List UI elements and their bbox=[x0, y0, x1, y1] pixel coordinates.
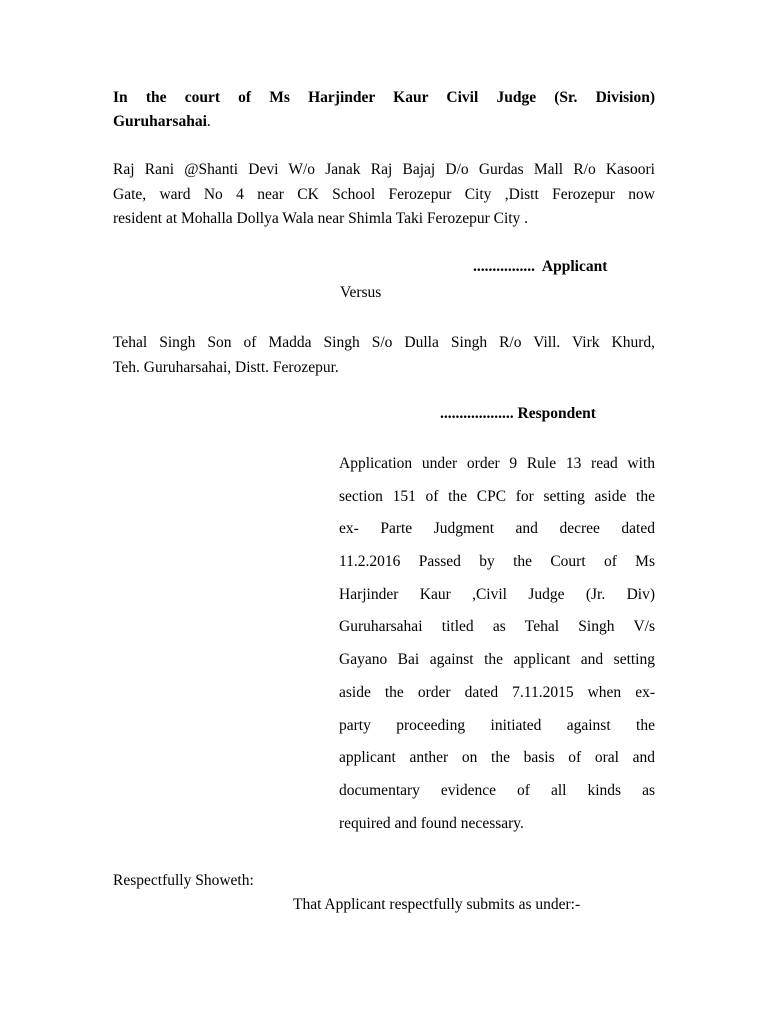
applicant-address-line-1: Raj Rani @Shanti Devi W/o Janak Raj Bajaj D/o Gurdas Mall R/o Kasoori bbox=[113, 161, 655, 178]
application-line: Gayano Bai against the applicant and setting bbox=[339, 651, 655, 669]
application-line: 11.2.2016 Passed by the Court of Ms bbox=[339, 553, 655, 571]
applicant-address bbox=[113, 158, 655, 232]
application-line: ex- Parte Judgment and decree dated bbox=[339, 520, 655, 538]
respondent-address-line-1: Tehal Singh Son of Madda Singh S/o Dulla Singh R/o Vill. Virk Khurd, bbox=[113, 334, 655, 351]
versus-label: Versus bbox=[340, 284, 382, 301]
application-description bbox=[339, 453, 655, 845]
respondent-role-label: ................... Respondent bbox=[440, 405, 596, 422]
applicant-role-label: ................ Applicant bbox=[473, 258, 608, 275]
applicant-address-line-3: resident at Mohalla Dollya Wala near Shimla Taki Ferozepur City . bbox=[113, 210, 529, 227]
respectfully-showeth: Respectfully Showeth: bbox=[113, 872, 254, 889]
application-line: party proceeding initiated against the bbox=[339, 716, 655, 734]
respondent-address bbox=[113, 331, 655, 380]
court-heading-period: . bbox=[206, 113, 211, 130]
application-line: section 151 of the CPC for setting aside the bbox=[339, 487, 655, 505]
application-line: aside the order dated 7.11.2015 when ex- bbox=[339, 683, 655, 701]
court-location: Guruharsahai bbox=[113, 113, 207, 130]
application-line: documentary evidence of all kinds as bbox=[339, 781, 655, 799]
applicant-submits-line: That Applicant respectfully submits as under:- bbox=[293, 896, 581, 913]
application-line: Harjinder Kaur ,Civil Judge (Jr. Div) bbox=[339, 585, 655, 603]
court-heading-line-2 bbox=[113, 110, 655, 134]
court-heading-line-1: In the court of Ms Harjinder Kaur Civil Judge (Sr. Division) bbox=[113, 89, 655, 106]
respondent-address-line-2: Teh. Guruharsahai, Distt. Ferozepur. bbox=[113, 358, 339, 376]
application-line: required and found necessary. bbox=[339, 814, 524, 832]
application-line: Guruharsahai titled as Tehal Singh V/s bbox=[339, 618, 655, 636]
court-heading bbox=[113, 86, 655, 134]
applicant-address-line-2: Gate, ward No 4 near CK School Ferozepur City ,Distt Ferozepur now bbox=[113, 185, 655, 203]
application-line: Application under order 9 Rule 13 read with bbox=[339, 455, 655, 472]
application-line: applicant anther on the basis of oral and bbox=[339, 749, 655, 767]
